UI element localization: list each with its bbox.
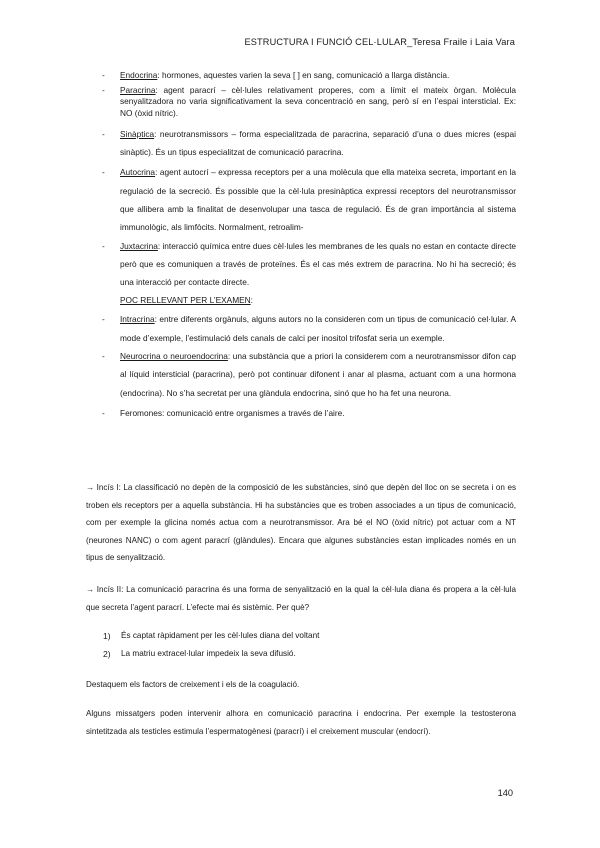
dash-marker: - bbox=[102, 85, 105, 96]
item-number: 1) bbox=[103, 631, 111, 641]
term-autocrina: Autocrina bbox=[120, 167, 156, 178]
list-item-neurocrina bbox=[88, 347, 516, 402]
exam-relevance-note bbox=[120, 293, 516, 308]
list-item-sinaptica bbox=[88, 125, 516, 162]
term-intracrina: Intracrina bbox=[120, 314, 155, 325]
term-juxtacrina: Juxtacrina bbox=[120, 240, 158, 251]
definition-intracrina: : entre diferents orgànuls, alguns autors no la consideren com un tipus de comunicació cel·lular. A mode d’exemple, l’estimulació dels canals de calci per inositol trifosfat seria un exemple. bbox=[120, 314, 516, 343]
list-item-feromones bbox=[88, 404, 516, 422]
definition-sinaptica: : neurotransmissors – forma especialitzada de paracrina, separació d’una o dues micres (espai sinàptic). És un tipus especialitzat de comunicació paracrina. bbox=[120, 128, 516, 158]
item-text: La matriu extracel·lular impedeix la seva difusió. bbox=[121, 649, 296, 658]
term-sinaptica: Sinàptica bbox=[120, 128, 155, 139]
paragraph-growth-factors: Destaquem els factors de creixement i els de la coagulació. bbox=[86, 680, 300, 689]
dash-marker: - bbox=[102, 240, 105, 251]
definition-paracrina: : agent paracrí – cèl·lules relativament properes, com a límit el mateix òrgan. Molècula senyalitzadora no varia significativament la seva concentració en sang, però sí en l’espai intersticial. Ex: NO (òxid nítric). bbox=[120, 85, 516, 118]
dash-marker: - bbox=[102, 351, 105, 362]
page-number: 140 bbox=[497, 788, 513, 798]
definition-neurocrina: : una substància que a priori la considerem com a neurotransmissor difon cap al líquid intersticial (paracrina), però pot continuar difonent i anar al plasma, actuant com a una hormona (endocrina). No s’ha secretat per una glàndula endocrina, sinó que ho ha fet una neurona. bbox=[120, 351, 516, 398]
dash-marker: - bbox=[102, 314, 105, 325]
definition-autocrina: : agent autocrí – expressa receptors per a una molècula que ella mateixa secreta, important en la regulació de la secreció. És possible que la cèl·lula presinàptica expressi receptors del neurotransmissor que allibera amb la finalitat de desenvolupar una tasca de regulació. És de gran importància al sistema immunològic, als limfòcits. Normalment, retroalim- bbox=[120, 167, 516, 233]
dash-marker: - bbox=[102, 407, 105, 418]
communication-types-list bbox=[88, 70, 516, 422]
page-header: ESTRUCTURA I FUNCIÓ CEL·LULAR_Teresa Fraile i Laia Vara bbox=[244, 37, 515, 47]
note-colon: : bbox=[250, 295, 253, 306]
dash-marker: - bbox=[102, 128, 105, 139]
item-text: És captat ràpidament per les cèl·lules diana del voltant bbox=[121, 631, 320, 640]
definition-endocrina: : hormones, aquestes varien la seva [ ] en sang, comunicació a llarga distància. bbox=[157, 70, 450, 80]
list-item-paracrina bbox=[88, 85, 516, 119]
item-number: 2) bbox=[103, 649, 111, 659]
list-item-intracrina bbox=[88, 310, 516, 347]
definition-juxtacrina: : interacció química entre dues cèl·lules les membranes de les quals no estan en contacte directe però que es comuniquen a través de proteïnes. És el cas més extrem de paracrina. No hi ha secreció; és una interacció per contacte directe. bbox=[120, 240, 516, 288]
list-item-autocrina bbox=[88, 163, 516, 236]
exam-relevance-label: POC RELLEVANT PER L’EXAMEN bbox=[120, 295, 251, 306]
term-endocrina: Endocrina bbox=[120, 70, 158, 80]
paragraph-incis-1: → Incís I: La classificació no depèn de la composició de les substàncies, sinó que depèn del lloc on se secreta i on es troben els receptors per a aquella substància. Hi ha substàncies que es troben associades a un tipus de comunicació, com per exemple la glicina només actua com a neurotransmissor. Ara bé el NO (òxid nítric) pot actuar com a NT (neurones NANC) o com agent paracrí (glàndules). Encara que algunes substàncies estan implicades només en un tipus de senyalització. bbox=[86, 483, 516, 562]
list-item-endocrina bbox=[88, 70, 516, 81]
term-neurocrina: Neurocrina o neuroendocrina bbox=[120, 351, 228, 362]
numbered-item bbox=[103, 645, 503, 663]
list-item-juxtacrina bbox=[88, 237, 516, 292]
numbered-list bbox=[103, 627, 503, 663]
term-paracrina: Paracrina bbox=[120, 85, 156, 96]
numbered-item bbox=[103, 627, 503, 645]
dash-marker: - bbox=[102, 167, 105, 178]
paragraph-incis-2: → Incís II: La comunicació paracrina és una forma de senyalització en la qual la cèl·lula diana és propera a la cèl·lula que secreta l’agent paracrí. L’efecte mai és sistèmic. Per què? bbox=[86, 585, 516, 612]
definition-feromones: Feromones: comunicació entre organismes a través de l’aire. bbox=[120, 407, 345, 418]
dash-marker: - bbox=[102, 70, 105, 80]
paragraph-testosterone: Alguns missatgers poden intervenir alhora en comunicació paracrina i endocrina. Per exemple la testosterona sintetitzada als testicles estimula l’espermatogènesi (paracrí) i el creixement muscular (endocrí). bbox=[86, 709, 516, 736]
